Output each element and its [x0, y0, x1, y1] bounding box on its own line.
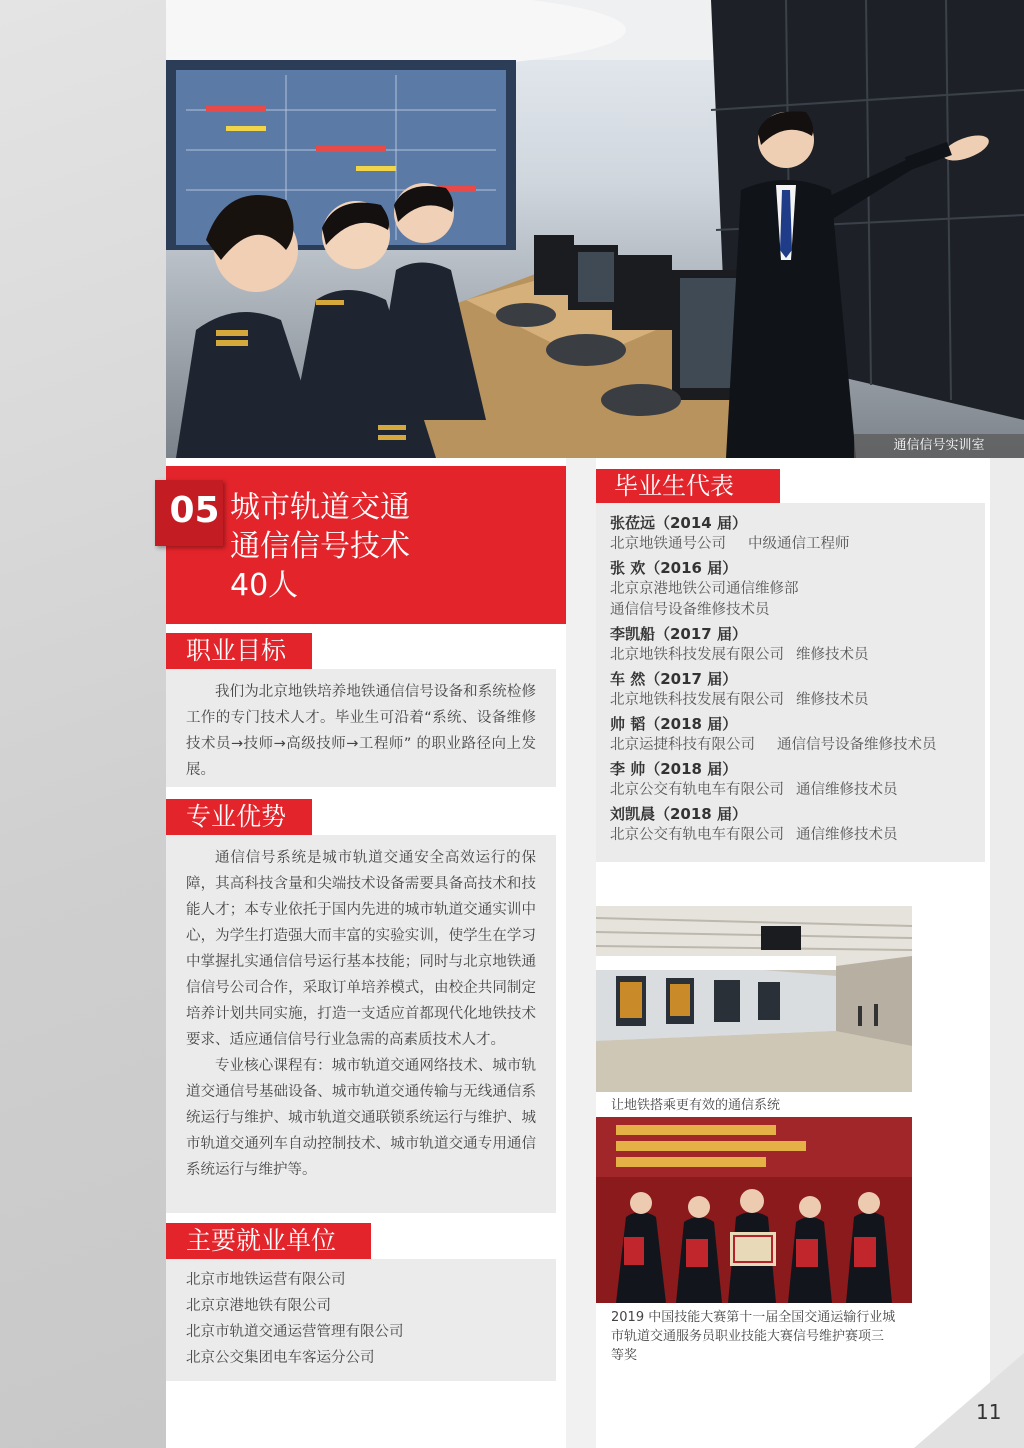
employer-item: 北京京港地铁有限公司 — [186, 1298, 331, 1314]
graduate-name: 李 帅（2018 届） — [610, 760, 738, 778]
hero-caption: 通信信号实训室 — [854, 434, 1024, 458]
left-gray-panel — [0, 0, 166, 1448]
advantage-heading: 专业优势 — [166, 799, 312, 835]
advantage-para2: 专业核心课程有：城市轨道交通网络技术、城市轨道交通信号基础设备、城市轨道交通传输与无线通信系统运行与维护、城市轨道交通联锁系统运行与维护、城市轨道交通列车自动控制技术、城市轨道交通专用通信系统运行与维护等。 — [186, 1058, 536, 1178]
program-title-line2: 通信信号技术 — [230, 529, 410, 564]
employers-heading: 主要就业单位 — [166, 1223, 371, 1259]
graduate-item — [610, 803, 971, 846]
program-number: 05 — [169, 490, 220, 531]
program-enrollment: 40人 — [230, 568, 299, 603]
graduates-heading: 毕业生代表 — [596, 469, 780, 503]
hero-photo-training-room — [166, 0, 1024, 458]
right-edge-strip — [990, 458, 1024, 1448]
graduate-detail: 通信信号设备维修技术员 — [610, 602, 770, 618]
award-illustration — [596, 1117, 912, 1303]
graduate-name: 张 欢（2016 届） — [610, 559, 738, 577]
graduate-name: 李凯船（2017 届） — [610, 625, 747, 643]
graduate-detail: 北京公交有轨电车有限公司 通信维修技术员 — [610, 827, 898, 843]
corner-decoration — [914, 1353, 1024, 1448]
station-photo-caption: 让地铁搭乘更有效的通信系统 — [611, 1098, 781, 1113]
graduate-detail: 北京地铁科技发展有限公司 维修技术员 — [610, 692, 869, 708]
graduate-item — [610, 713, 971, 756]
graduate-detail: 北京地铁通号公司 中级通信工程师 — [610, 536, 850, 552]
graduate-name: 刘凯晨（2018 届） — [610, 805, 747, 823]
graduate-name: 张莅远（2014 届） — [610, 514, 747, 532]
career-goal-box — [166, 669, 556, 787]
award-photo-caption: 2019 中国技能大赛第十一届全国交通运输行业城市轨道交通服务员职业技能大赛信号维护赛项三等奖 — [611, 1310, 896, 1363]
graduates-list — [596, 503, 985, 862]
employers-box — [166, 1259, 556, 1381]
graduate-name: 车 然（2017 届） — [610, 670, 738, 688]
graduate-item — [610, 758, 971, 801]
graduate-item — [610, 512, 971, 555]
graduate-detail: 北京地铁科技发展有限公司 维修技术员 — [610, 647, 869, 663]
employer-item: 北京市轨道交通运营管理有限公司 — [186, 1324, 404, 1340]
employer-item: 北京公交集团电车客运分公司 — [186, 1350, 375, 1366]
program-title — [230, 488, 410, 605]
graduate-item — [610, 623, 971, 666]
career-goal-text: 我们为北京地铁培养地铁通信信号设备和系统检修工作的专门技术人才。毕业生可沿着“系统、设备维修技术员→技师→高级技师→工程师” 的职业路径向上发展。 — [186, 684, 536, 778]
center-divider-strip — [566, 458, 596, 1448]
graduate-detail: 北京公交有轨电车有限公司 通信维修技术员 — [610, 782, 898, 798]
photo-award-ceremony — [596, 1117, 912, 1303]
career-goal-heading: 职业目标 — [166, 633, 312, 669]
hero-photo-illustration — [166, 0, 1024, 458]
advantage-para1: 通信信号系统是城市轨道交通安全高效运行的保障，其高科技含量和尖端技术设备需要具备高技术和技能人才；本专业依托于国内先进的城市轨道交通实训中心，为学生打造强大而丰富的实验实训，使学生在学习中掌握扎实通信信号运行基本技能；同时与北京地铁通信信号公司合作，采取订单培养模式，由校企共同制定培养计划共同实施，打造一支适应首都现代化地铁技术要求、适应通信信号行业急需的高素质技术人才。 — [186, 850, 536, 1048]
advantage-box — [166, 835, 556, 1213]
graduate-detail: 北京京港地铁公司通信维修部 — [610, 581, 799, 597]
photo-subway-station — [596, 906, 912, 1092]
graduate-item — [610, 668, 971, 711]
graduate-detail: 北京运捷科技有限公司 通信信号设备维修技术员 — [610, 737, 937, 753]
employer-item: 北京市地铁运营有限公司 — [186, 1272, 346, 1288]
program-title-line1: 城市轨道交通 — [230, 490, 410, 525]
graduate-item — [610, 557, 971, 621]
station-illustration — [596, 906, 912, 1092]
page-number: 11 — [976, 1400, 1002, 1424]
graduate-name: 帅 韬（2018 届） — [610, 715, 738, 733]
